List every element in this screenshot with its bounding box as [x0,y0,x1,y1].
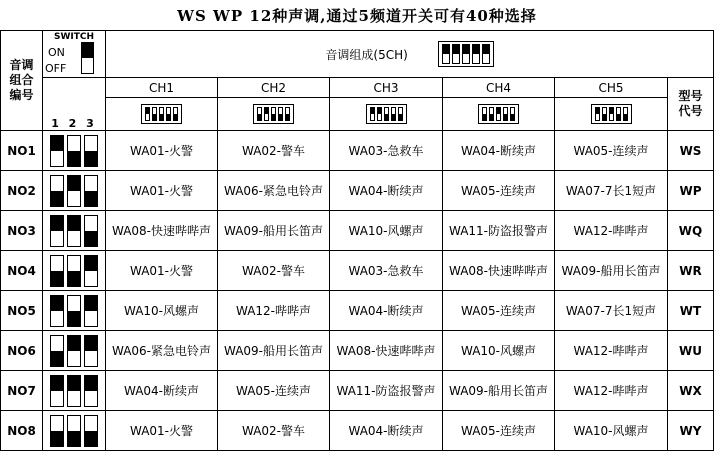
combo-number: NO5 [1,291,43,331]
switch-position [67,175,81,207]
switch-position [50,255,64,287]
combo-number: NO1 [1,131,43,171]
switch-position [84,295,98,327]
channel-dip-icon [253,104,294,124]
dip-slider [257,107,262,121]
channel-dip-icon [366,104,407,124]
channel-dip-icon [141,104,182,124]
combo-number-label: 音调组合编号 [9,58,34,102]
combo-number: NO7 [1,371,43,411]
table-row [1,251,714,291]
switch-setting-icon [43,135,105,167]
model-code: WX [668,371,714,411]
dip-slider [159,107,164,121]
switch-setting-cell [43,171,106,211]
sound-ch3: WA10-风螺声 [330,211,443,251]
switch-position [67,375,81,407]
channel-header-2: CH2 [218,78,330,98]
switch-position [50,135,64,167]
sound-ch5: WA09-船用长笛声 [555,251,668,291]
dip-slider [285,107,290,121]
switch-setting-icon [43,335,105,367]
switch-legend-icon [81,42,94,74]
switch-position [67,295,81,327]
channel-dip-cell-4 [443,98,555,131]
dip-slider [145,107,150,121]
combo-number: NO6 [1,331,43,371]
switch-setting-icon [43,295,105,327]
sound-ch2: WA09-船用长笛声 [218,211,330,251]
sound-ch3: WA11-防盗报警声 [330,371,443,411]
sound-ch1: WA10-风螺声 [106,291,218,331]
switch-position [67,415,81,447]
table-row [1,331,714,371]
sound-ch5: WA12-哔哔声 [555,331,668,371]
dip-slider [482,107,487,121]
model-code: WP [668,171,714,211]
dip-slider [173,107,178,121]
model-code: WT [668,291,714,331]
switch-position [50,335,64,367]
switch-setting-icon [43,255,105,287]
switch-setting-cell [43,291,106,331]
switch-position [50,175,64,207]
sound-ch1: WA01-火警 [106,251,218,291]
channel-dip-cell-3 [330,98,443,131]
dip-slider [152,107,157,121]
model-code-label: 型号代号 [678,89,703,118]
switch-setting-cell [43,211,106,251]
switch-position [67,255,81,287]
model-code: WY [668,411,714,451]
switch-setting-cell [43,251,106,291]
switch-title: SWITCH [53,32,95,42]
sound-ch5: WA12-哔哔声 [555,211,668,251]
channel-header-1: CH1 [106,78,218,98]
channel-dip-icon [478,104,519,124]
switch-position [67,215,81,247]
sound-ch1: WA01-火警 [106,131,218,171]
switch-position [50,415,64,447]
dip-slider [377,107,382,121]
switch-position [84,175,98,207]
dip-slider [616,107,621,121]
switch-setting-icon [43,415,105,447]
sound-ch2: WA12-哔哔声 [218,291,330,331]
dip-slider [609,107,614,121]
model-code: WS [668,131,714,171]
dip-slider [398,107,403,121]
sound-ch3: WA04-断续声 [330,411,443,451]
sound-ch3: WA03-急救车 [330,251,443,291]
sound-ch2: WA09-船用长笛声 [218,331,330,371]
dip-slider [503,107,508,121]
switch-setting-cell [43,411,106,451]
switch-position [84,415,98,447]
tone-table [0,30,714,451]
dip-slider [384,107,389,121]
sound-ch2: WA02-警车 [218,131,330,171]
switch-setting-cell [43,331,106,371]
channel-dip-cell-1 [106,98,218,131]
sound-ch5: WA05-连续声 [555,131,668,171]
switch-position [50,375,64,407]
dip-slider [510,107,515,121]
switch-position [67,135,81,167]
table-row [1,131,714,171]
sound-ch1: WA04-断续声 [106,371,218,411]
switch-numbers-cell [43,78,106,131]
switch-position [50,215,64,247]
dip-slider [278,107,283,121]
table-row [1,371,714,411]
channel-dip-cell-5 [555,98,668,131]
dip-slider [166,107,171,121]
sound-ch1: WA08-快速哔哔声 [106,211,218,251]
sound-ch2: WA06-紧急电铃声 [218,171,330,211]
table-row [1,411,714,451]
sound-ch3: WA04-断续声 [330,171,443,211]
combo-number: NO8 [1,411,43,451]
switch-position [84,335,98,367]
combo-number: NO4 [1,251,43,291]
tone-composition-cell [106,31,714,78]
dip-slider [496,107,501,121]
sound-ch4: WA05-连续声 [443,291,555,331]
sound-ch3: WA08-快速哔哔声 [330,331,443,371]
sheet-title: WS WP 12种声调,通过5频道开关可有40种选择 [177,6,537,25]
channel-dip-cell-2 [218,98,330,131]
dip-slider [264,107,269,121]
switch-setting-cell [43,371,106,411]
channel-header-5: CH5 [555,78,668,98]
sound-ch4: WA09-船用长笛声 [443,371,555,411]
model-code: WQ [668,211,714,251]
sound-ch2: WA02-警车 [218,251,330,291]
switch-legend [43,32,105,76]
table-row [1,171,714,211]
sound-ch4: WA05-连续声 [443,411,555,451]
sound-ch5: WA07-7长1短声 [555,171,668,211]
table-row [1,211,714,251]
model-code: WU [668,331,714,371]
dip-slider [370,107,375,121]
switch-position [67,335,81,367]
switch-position [50,295,64,327]
switch-setting-icon [43,375,105,407]
sound-ch4: WA10-风螺声 [443,331,555,371]
sound-ch4: WA05-连续声 [443,171,555,211]
sound-ch1: WA06-紧急电铃声 [106,331,218,371]
dip-slider [623,107,628,121]
sound-ch5: WA10-风螺声 [555,411,668,451]
dip-slider [271,107,276,121]
sound-ch4: WA11-防盗报警声 [443,211,555,251]
channel-dip-icon [591,104,632,124]
sound-ch3: WA04-断续声 [330,291,443,331]
switch-position [84,375,98,407]
sound-ch2: WA02-警车 [218,411,330,451]
switch-setting-icon [43,215,105,247]
off-label: OFF [45,62,67,75]
table-row [1,291,714,331]
switch-position [84,215,98,247]
dip-slider [602,107,607,121]
sound-ch4: WA08-快速哔哔声 [443,251,555,291]
sound-ch1: WA01-火警 [106,411,218,451]
tone-composition-label: 音调组成(5CH) [325,47,408,62]
dip-switch-5ch-icon [438,41,494,67]
channel-header-4: CH4 [443,78,555,98]
sound-ch4: WA04-断续声 [443,131,555,171]
sound-ch2: WA05-连续声 [218,371,330,411]
switch-position [84,135,98,167]
sound-ch3: WA03-急救车 [330,131,443,171]
combo-number: NO3 [1,211,43,251]
channel-header-3: CH3 [330,78,443,98]
dip-slider [595,107,600,121]
switch-legend-cell [43,31,106,78]
combo-number: NO2 [1,171,43,211]
switch-position [84,255,98,287]
combo-number-header [1,31,43,131]
sound-ch5: WA12-哔哔声 [555,371,668,411]
switch-setting-icon [43,175,105,207]
switch-setting-cell [43,131,106,171]
switch-numbers: 1 2 3 [51,117,97,130]
sound-ch1: WA01-火警 [106,171,218,211]
model-code: WR [668,251,714,291]
dip-slider [391,107,396,121]
dip-slider [489,107,494,121]
sound-ch5: WA07-7长1短声 [555,291,668,331]
model-code-header [668,78,714,131]
on-label: ON [48,46,65,59]
